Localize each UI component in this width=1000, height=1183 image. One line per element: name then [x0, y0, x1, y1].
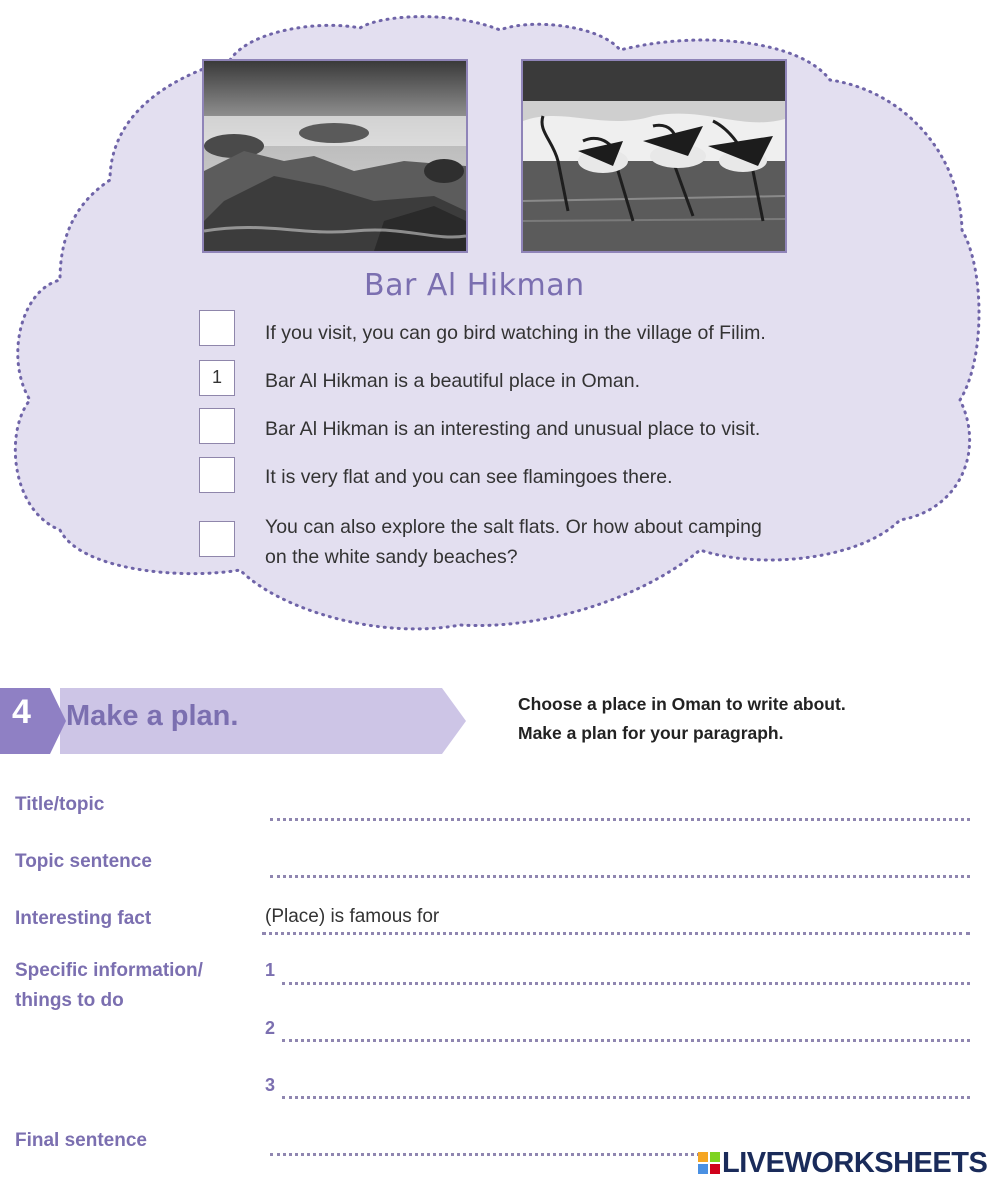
section-number: 4 — [12, 693, 31, 731]
item-line-3[interactable] — [282, 1096, 970, 1099]
section-title: Make a plan. — [66, 700, 239, 732]
item-line-1[interactable] — [282, 982, 970, 985]
order-box-4[interactable] — [199, 457, 235, 493]
item-number-2: 2 — [265, 1018, 276, 1038]
label-interesting-fact: Interesting fact — [15, 908, 152, 929]
order-box-1[interactable] — [199, 310, 235, 346]
reading-title: Bar Al Hikman — [364, 268, 585, 303]
order-box-5[interactable] — [199, 521, 235, 557]
statement-5-line2: on the white sandy beaches? — [265, 546, 518, 568]
item-number-3: 3 — [265, 1075, 276, 1095]
label-specific-info: Specific information/ — [15, 960, 203, 981]
final-sentence-line[interactable] — [270, 1153, 700, 1156]
order-box-2[interactable]: 1 — [199, 360, 235, 396]
statement-2: Bar Al Hikman is a beautiful place in Oman. — [265, 370, 641, 392]
liveworksheets-logo-icon — [698, 1152, 720, 1174]
topic-sentence-line[interactable] — [270, 875, 970, 878]
title-topic-line[interactable] — [270, 818, 970, 821]
label-things-to-do: things to do — [15, 990, 124, 1011]
rocky-shore-photo — [202, 59, 468, 253]
statement-1: If you visit, you can go bird watching in the village of Filim. — [265, 322, 766, 344]
interesting-fact-line[interactable] — [262, 932, 970, 935]
statement-5: You can also explore the salt flats. Or how about camping — [265, 516, 762, 538]
label-title-topic: Title/topic — [15, 794, 105, 815]
label-topic-sentence: Topic sentence — [15, 851, 152, 872]
instruction-line-1: Choose a place in Oman to write about. — [518, 694, 846, 714]
label-final-sentence: Final sentence — [15, 1130, 147, 1151]
interesting-fact-prefill: (Place) is famous for — [265, 906, 440, 927]
order-box-3[interactable] — [199, 408, 235, 444]
liveworksheets-watermark: LIVEWORKSHEETS — [722, 1147, 988, 1179]
instruction-line-2: Make a plan for your paragraph. — [518, 723, 784, 743]
statement-3: Bar Al Hikman is an interesting and unusual place to visit. — [265, 418, 761, 440]
item-line-2[interactable] — [282, 1039, 970, 1042]
flamingos-photo — [521, 59, 787, 253]
item-number-1: 1 — [265, 960, 276, 980]
statement-4: It is very flat and you can see flamingoes there. — [265, 466, 673, 488]
